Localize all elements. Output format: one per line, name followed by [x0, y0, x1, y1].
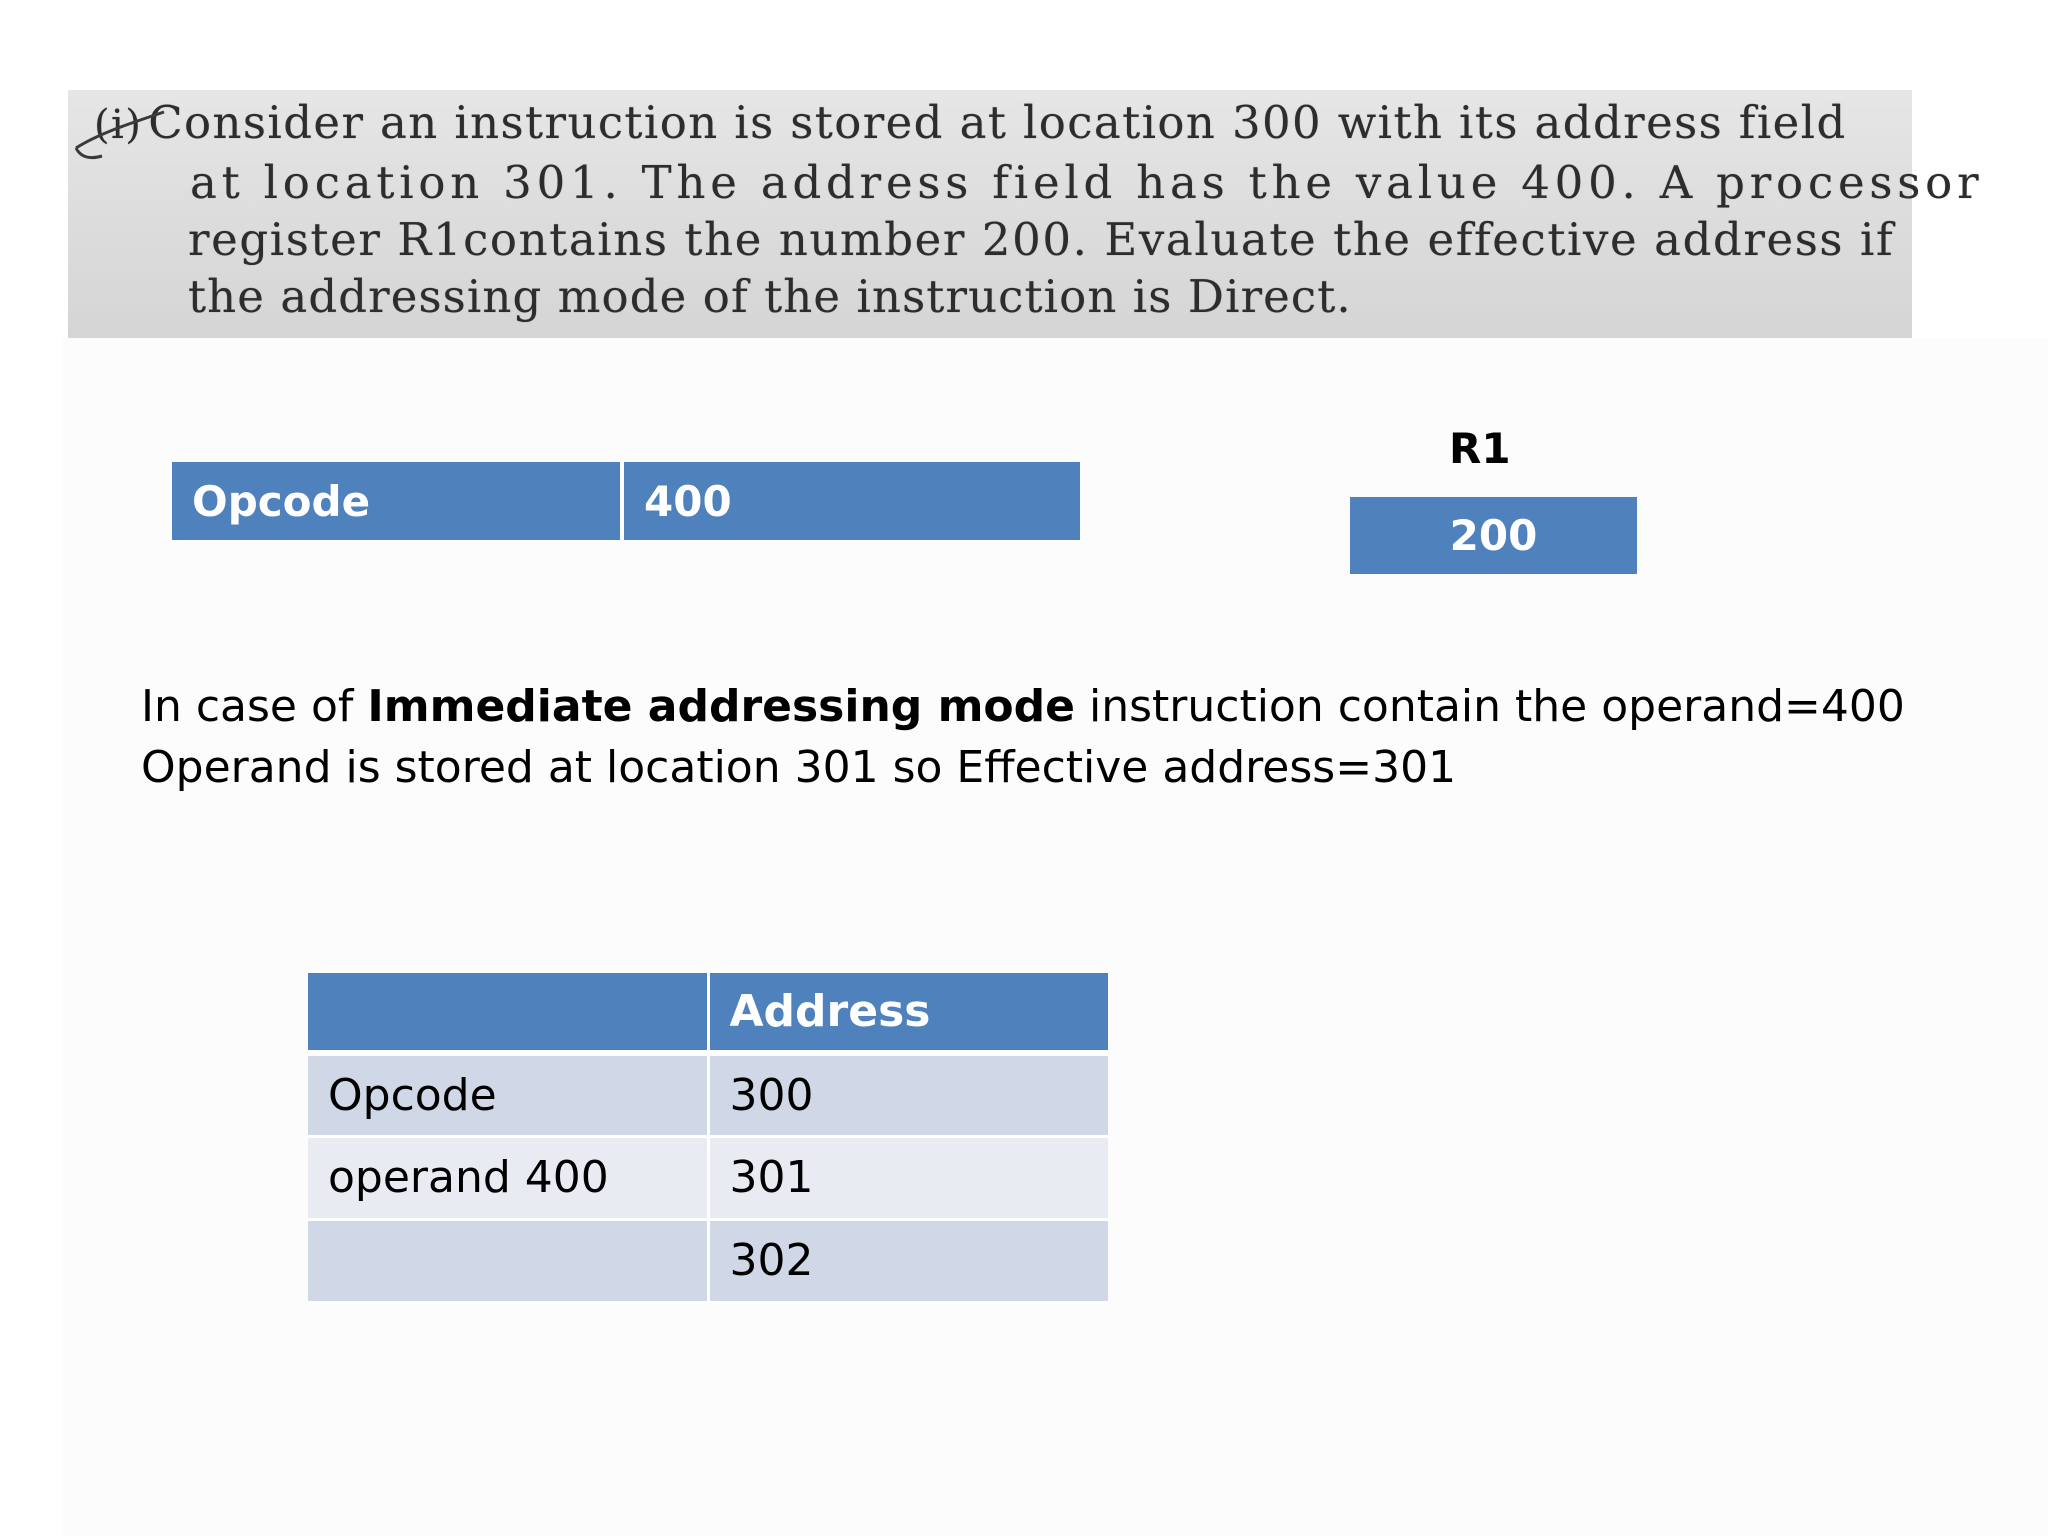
question-scan-image: [68, 90, 1984, 338]
table-header-row: [308, 973, 1108, 1053]
explanation-line-2: Operand is stored at location 301 so Effective address=301: [141, 742, 1457, 793]
register-value-box: 200: [1350, 497, 1637, 574]
question-line-2: at location 301. The address field has the value 400. A processor: [190, 156, 1984, 209]
mode-name: Immediate addressing mode: [367, 681, 1075, 732]
table-row: [308, 1219, 1108, 1302]
table-row: [308, 1136, 1108, 1219]
memory-table: [308, 973, 1108, 1304]
table-cell-content: operand 400: [308, 1136, 708, 1219]
explanation-line-1: In case of Immediate addressing mode instruction contain the operand=400: [141, 681, 1905, 732]
table-cell-content: [308, 1219, 708, 1302]
question-number: (i): [94, 102, 143, 148]
table-cell-address: 301: [708, 1136, 1108, 1219]
table-cell-content: Opcode: [308, 1053, 708, 1136]
instruction-opcode-cell: Opcode: [172, 462, 624, 540]
explanation-text: [141, 676, 1905, 798]
table-cell-address: 302: [708, 1219, 1108, 1302]
table-header-address: Address: [708, 973, 1108, 1053]
question-line-3: register R1contains the number 200. Evaluate the effective address if: [188, 213, 1895, 266]
instruction-address-cell: 400: [624, 462, 1080, 540]
question-line-1: (i) Consider an instruction is stored at location 300 with its address field: [94, 96, 1847, 149]
pen-mark-icon: [68, 90, 268, 180]
table-header-content: [308, 973, 708, 1053]
register-label: R1: [1449, 424, 1511, 473]
table-cell-address: 300: [708, 1053, 1108, 1136]
question-line-4: the addressing mode of the instruction is Direct.: [188, 270, 1352, 323]
instruction-format: [172, 462, 1080, 540]
table-row: [308, 1053, 1108, 1136]
